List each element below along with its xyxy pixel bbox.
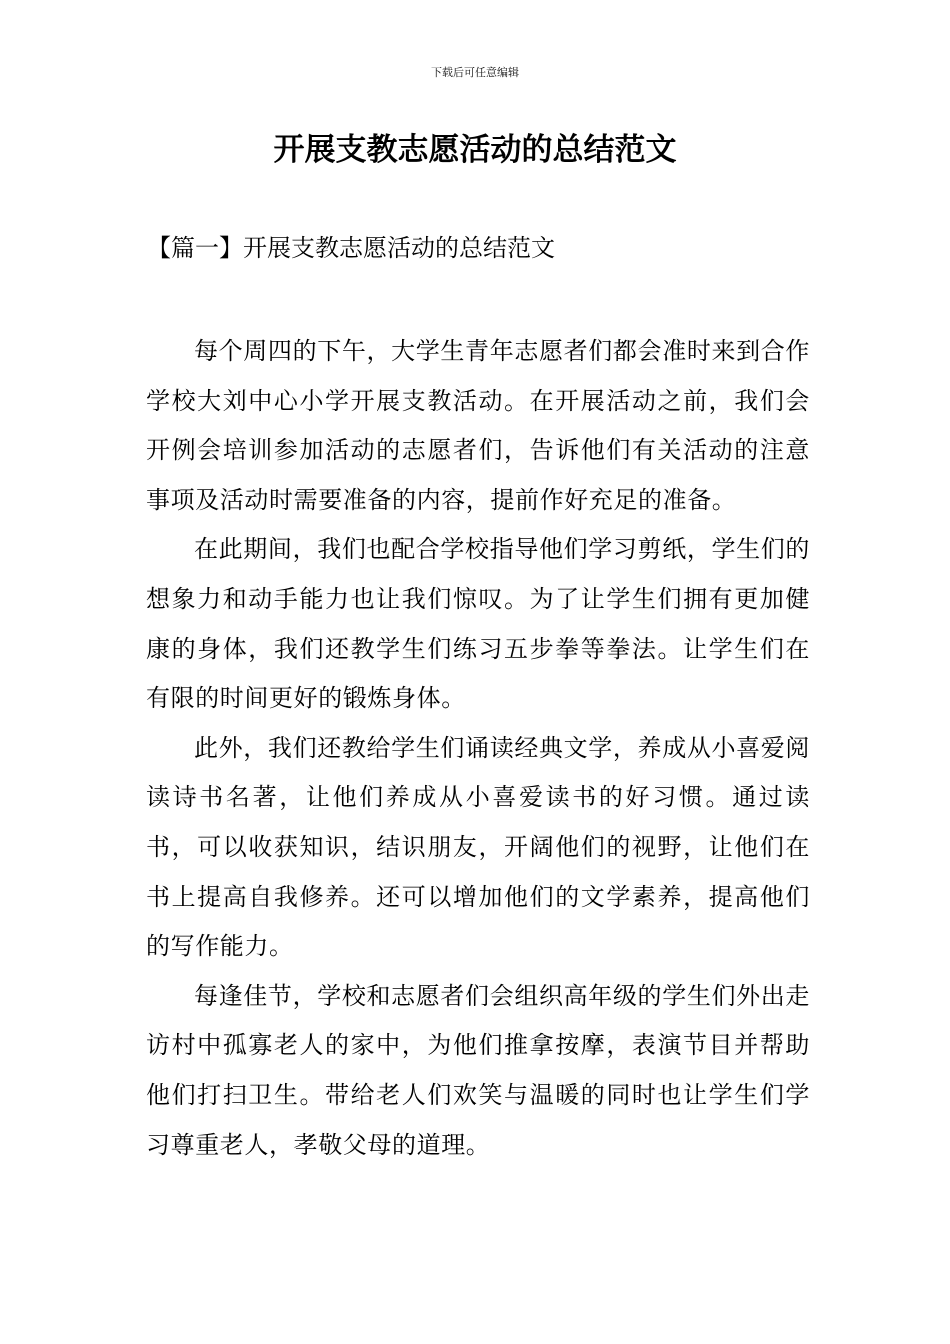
paragraph: 每逢佳节，学校和志愿者们会组织高年级的学生们外出走访村中孤寡老人的家中，为他们推拿按摩，表演节目并帮助他们打扫卫生。带给老人们欢笑与温暖的同时也让学生们学习尊重老人，孝敬父母的道理。 (146, 981, 810, 1159)
paragraph: 在此期间，我们也配合学校指导他们学习剪纸，学生们的想象力和动手能力也让我们惊叹。为了让学生们拥有更加健康的身体，我们还教学生们练习五步拳等拳法。让学生们在有限的时间更好的锻炼身体。 (146, 535, 810, 713)
paragraph: 每个周四的下午，大学生青年志愿者们都会准时来到合作学校大刘中心小学开展支教活动。在开展活动之前，我们会开例会培训参加活动的志愿者们，告诉他们有关活动的注意事项及活动时需要准备的内容，提前作好充足的准备。 (146, 337, 810, 514)
document-body (146, 327, 810, 1170)
document-title: 开展支教志愿活动的总结范文 (273, 132, 677, 168)
paragraph: 此外，我们还教给学生们诵读经典文学，养成从小喜爱阅读诗书名著，让他们养成从小喜爱读书的好习惯。通过读书，可以收获知识，结识朋友，开阔他们的视野，让他们在书上提高自我修养。还可以增加他们的文学素养，提高他们的写作能力。 (146, 733, 810, 961)
section-heading: 【篇一】开展支教志愿活动的总结范文 (147, 234, 555, 262)
header-note: 下载后可任意编辑 (431, 66, 519, 79)
